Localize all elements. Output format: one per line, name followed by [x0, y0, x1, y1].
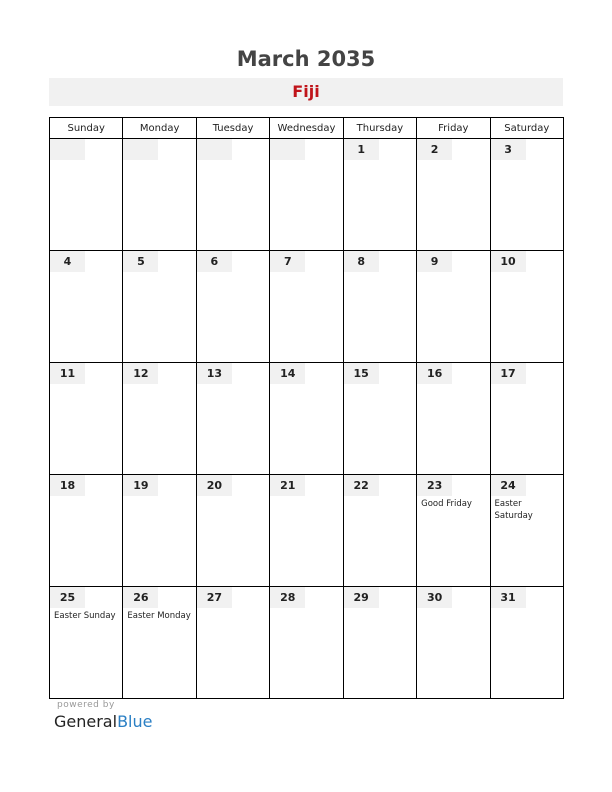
- calendar-week-row: [50, 475, 564, 587]
- day-number: 2: [417, 139, 452, 160]
- calendar-week-row: [50, 139, 564, 251]
- day-number: [197, 139, 232, 160]
- day-number: 20: [197, 475, 232, 496]
- day-cell: [490, 363, 563, 475]
- day-number: 24: [491, 475, 526, 496]
- day-cell: [343, 475, 416, 587]
- day-number: 3: [491, 139, 526, 160]
- calendar-grid: [49, 117, 564, 699]
- day-number: 18: [50, 475, 85, 496]
- day-number: 11: [50, 363, 85, 384]
- day-number: 21: [270, 475, 305, 496]
- day-number: 12: [123, 363, 158, 384]
- day-cell: [343, 251, 416, 363]
- day-number: 5: [123, 251, 158, 272]
- day-number: 25: [50, 587, 85, 608]
- brand-name-part1: General: [54, 712, 118, 731]
- day-cell: [417, 363, 490, 475]
- calendar-week-row: [50, 587, 564, 699]
- holiday-label: [197, 608, 269, 610]
- holiday-label: [50, 496, 122, 498]
- holiday-label: [123, 384, 195, 386]
- holiday-label: [123, 496, 195, 498]
- day-number: 26: [123, 587, 158, 608]
- calendar-week-row: [50, 363, 564, 475]
- holiday-label: [197, 496, 269, 498]
- holiday-label: [417, 160, 489, 162]
- day-cell: [50, 587, 123, 699]
- holiday-label: [50, 272, 122, 274]
- day-number: 30: [417, 587, 452, 608]
- brand-name-part2: Blue: [117, 712, 153, 731]
- holiday-label: Easter Sunday: [54, 611, 116, 621]
- day-cell: [490, 139, 563, 251]
- holiday-label: [123, 272, 195, 274]
- country-name: Fiji: [292, 82, 320, 101]
- page-title: March 2035: [236, 47, 376, 71]
- holiday-label: Easter Saturday: [494, 499, 533, 521]
- holiday-label: [270, 608, 342, 610]
- day-cell: [123, 475, 196, 587]
- weekday-header: Saturday: [490, 118, 563, 139]
- generalblue-logo[interactable]: [54, 712, 152, 731]
- holiday-label: [491, 160, 563, 162]
- day-cell: [490, 251, 563, 363]
- holiday-label: [270, 496, 342, 498]
- holiday-label: [197, 160, 269, 162]
- weekday-header: Wednesday: [270, 118, 343, 139]
- weekday-header: Friday: [417, 118, 490, 139]
- day-cell: [417, 475, 490, 587]
- day-cell: [417, 251, 490, 363]
- powered-by-label: powered by: [57, 700, 115, 710]
- holiday-label: [270, 160, 342, 162]
- day-cell: [270, 139, 343, 251]
- day-number: 1: [344, 139, 379, 160]
- day-number: 7: [270, 251, 305, 272]
- day-cell: [50, 363, 123, 475]
- calendar-week-row: [50, 251, 564, 363]
- holiday-label: [491, 272, 563, 274]
- day-cell: [196, 363, 269, 475]
- day-number: 19: [123, 475, 158, 496]
- holiday-label: [197, 384, 269, 386]
- holiday-label: [344, 272, 416, 274]
- weekday-header: Thursday: [343, 118, 416, 139]
- holiday-label: [344, 160, 416, 162]
- holiday-label: Good Friday: [421, 499, 472, 509]
- day-number: 14: [270, 363, 305, 384]
- holiday-label: [491, 384, 563, 386]
- day-cell: [123, 139, 196, 251]
- day-number: 9: [417, 251, 452, 272]
- day-cell: [343, 587, 416, 699]
- day-cell: [196, 139, 269, 251]
- weekday-header-row: [50, 118, 564, 139]
- day-cell: [50, 251, 123, 363]
- day-cell: [343, 363, 416, 475]
- holiday-label: [123, 160, 195, 162]
- day-number: [270, 139, 305, 160]
- day-cell: [270, 587, 343, 699]
- holiday-label: [197, 272, 269, 274]
- day-cell: [50, 139, 123, 251]
- day-number: 15: [344, 363, 379, 384]
- day-number: 8: [344, 251, 379, 272]
- holiday-label: [50, 160, 122, 162]
- holiday-label: [50, 384, 122, 386]
- day-number: 27: [197, 587, 232, 608]
- day-cell: [196, 587, 269, 699]
- day-cell: [123, 587, 196, 699]
- holiday-label: [344, 384, 416, 386]
- holiday-label: [417, 272, 489, 274]
- day-cell: [270, 363, 343, 475]
- holiday-label: [417, 608, 489, 610]
- day-number: 17: [491, 363, 526, 384]
- weekday-header: Monday: [123, 118, 196, 139]
- day-number: 29: [344, 587, 379, 608]
- day-number: 31: [491, 587, 526, 608]
- day-number: 10: [491, 251, 526, 272]
- weekday-header: Tuesday: [196, 118, 269, 139]
- holiday-label: Easter Monday: [127, 611, 191, 621]
- day-number: 13: [197, 363, 232, 384]
- weekday-header: Sunday: [50, 118, 123, 139]
- holiday-label: [491, 608, 563, 610]
- country-banner: [49, 78, 563, 106]
- day-number: 22: [344, 475, 379, 496]
- day-number: 4: [50, 251, 85, 272]
- day-cell: [196, 475, 269, 587]
- day-cell: [490, 587, 563, 699]
- day-number: 16: [417, 363, 452, 384]
- holiday-label: [270, 272, 342, 274]
- day-cell: [417, 587, 490, 699]
- day-cell: [343, 139, 416, 251]
- day-cell: [196, 251, 269, 363]
- day-number: [50, 139, 85, 160]
- day-cell: [270, 251, 343, 363]
- day-cell: [417, 139, 490, 251]
- day-cell: [50, 475, 123, 587]
- holiday-label: [344, 608, 416, 610]
- holiday-label: [270, 384, 342, 386]
- day-number: [123, 139, 158, 160]
- day-number: 6: [197, 251, 232, 272]
- day-cell: [270, 475, 343, 587]
- day-cell: [490, 475, 563, 587]
- holiday-label: [344, 496, 416, 498]
- day-number: 28: [270, 587, 305, 608]
- day-number: 23: [417, 475, 452, 496]
- day-cell: [123, 251, 196, 363]
- holiday-label: [417, 384, 489, 386]
- day-cell: [123, 363, 196, 475]
